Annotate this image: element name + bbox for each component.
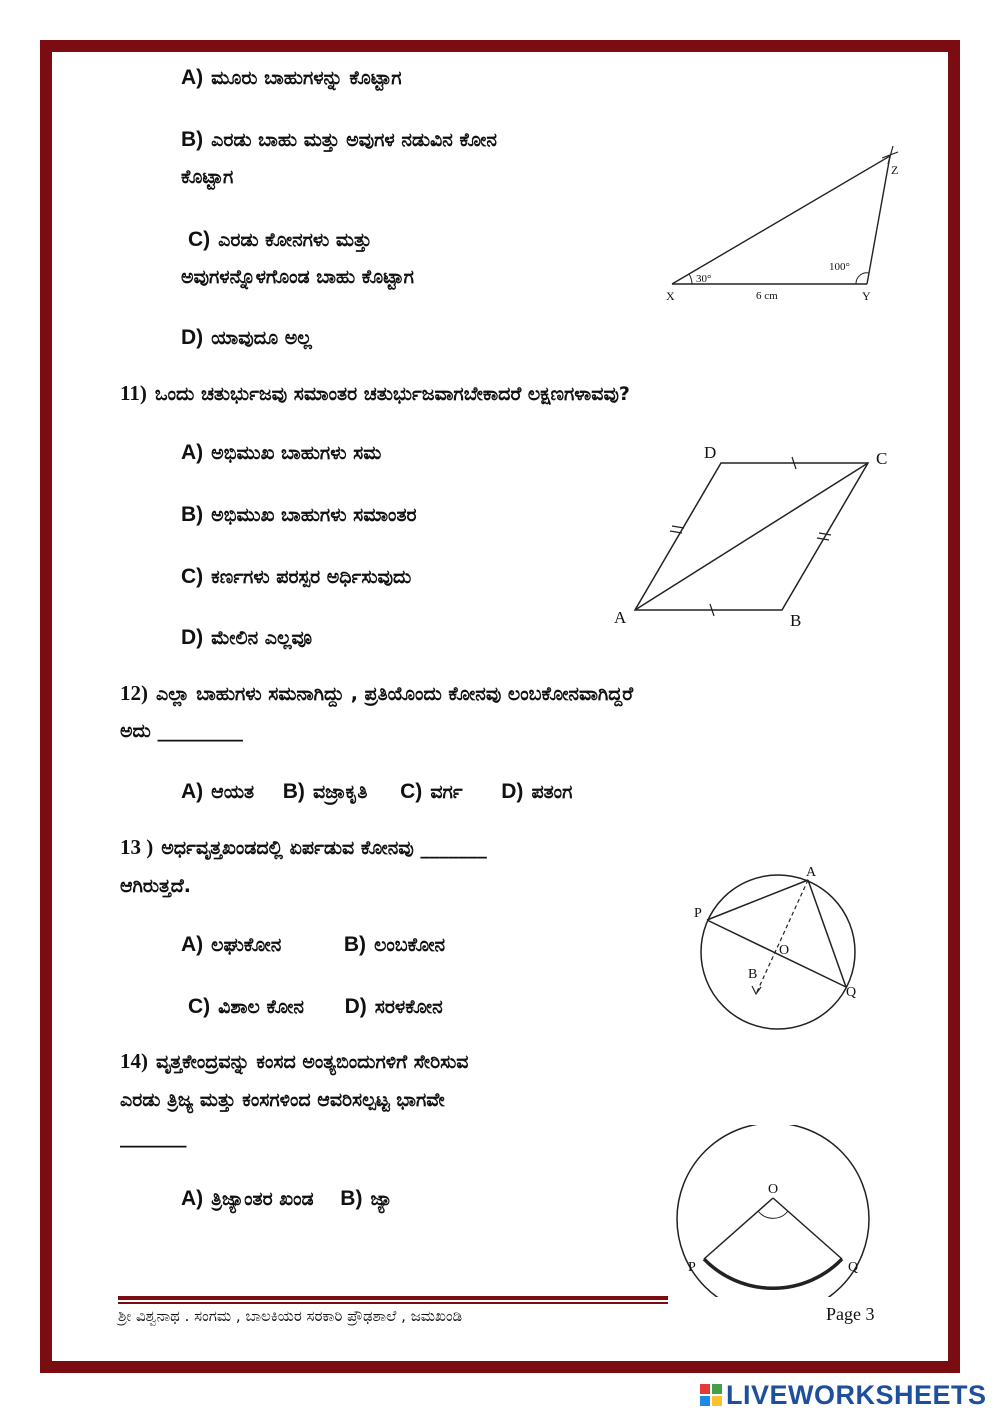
q10-option-c-line2: ಅವುಗಳನ್ನೊಳಗೊಂಡ ಬಾಹು ಕೊಟ್ಟಾಗ [181, 266, 414, 288]
point-b-label: B [748, 967, 758, 982]
vertex-z-label: Z [891, 163, 899, 177]
q13-question-line2: ಆಗಿರುತ್ತದೆ. [120, 875, 191, 897]
q12-question-line2: ಅದು _________ [120, 720, 243, 742]
q10-option-d: D) ಯಾವುದೂ ಅಲ್ಲ [181, 326, 312, 349]
angle-x-label: 30° [696, 273, 712, 285]
side-xy-label: 6 cm [756, 290, 778, 302]
point-q-label: Q [848, 1260, 859, 1275]
point-q-label: Q [846, 985, 857, 1000]
q14-options: A) ತ್ರಿಜ್ಯಾಂತರ ಖಂಡ B) ಜ್ಯಾ [181, 1187, 393, 1210]
q10-option-b: B) ಎರಡು ಬಾಹು ಮತ್ತು ಅವುಗಳ ನಡುವಿನ ಕೋನ [181, 128, 497, 151]
vertex-a-label: A [614, 608, 627, 627]
vertex-x-label: X [666, 289, 675, 303]
q11-option-d: D) ಮೇಲಿನ ಎಲ್ಲವೂ [181, 626, 313, 649]
q14-question: 14) ವೃತ್ತಕೇಂದ್ರವನ್ನು ಕಂಸದ ಅಂತ್ಯಬಿಂದುಗಳಿಗೆ ಸೇರಿಸುವ [120, 1049, 469, 1073]
q13-question: 13 ) ಅರ್ಧವೃತ್ತಖಂಡದಲ್ಲಿ ಏರ್ಪಡುವ ಕೋನವು _______ [120, 835, 487, 859]
circle-semicircle-angle-figure [690, 862, 870, 1034]
q11-question: 11) ಒಂದು ಚತುರ್ಭುಜವು ಸಮಾಂತರ ಚತುರ್ಭುಜವಾಗಬೇಕಾದರೆ ಲಕ್ಷಣಗಳಾವವು? [120, 381, 630, 405]
point-o-label: O [779, 943, 790, 958]
parallelogram-abcd-figure [600, 436, 900, 636]
vertex-y-label: Y [862, 289, 871, 303]
angle-y-label: 100° [829, 261, 850, 273]
q11-option-c: C) ಕರ್ಣಗಳು ಪರಸ್ಪರ ಅರ್ಧಿಸುವುದು [181, 565, 412, 588]
point-o-label: O [768, 1182, 779, 1197]
q12-options: A) ಆಯತ B) ವಜ್ರಾಕೃತಿ C) ವರ್ಗ D) ಪತಂಗ [181, 780, 573, 803]
q14-blank: _______ [120, 1126, 187, 1148]
point-p-label: P [694, 906, 702, 921]
q11-option-a: A) ಅಭಿಮುಖ ಬಾಹುಗಳು ಸಮ [181, 441, 382, 464]
q13-options-row1: A) ಲಘುಕೋನ B) ಲಂಬಕೋನ [181, 933, 446, 956]
vertex-d-label: D [704, 443, 717, 462]
vertex-b-label: B [790, 611, 802, 630]
liveworksheets-icon [700, 1384, 722, 1406]
q10-option-b-line2: ಕೊಟ್ಟಾಗ [181, 166, 234, 188]
q11-option-b: B) ಅಭಿಮುಖ ಬಾಹುಗಳು ಸಮಾಂತರ [181, 503, 417, 526]
circle-sector-figure [670, 1125, 880, 1297]
q14-question-line2: ಎರಡು ತ್ರಿಜ್ಯ ಮತ್ತು ಕಂಸಗಳಿಂದ ಆವರಿಸಲ್ಪಟ್ಟ ಭಾಗವೇ [120, 1089, 445, 1111]
footer-rule-thin [118, 1302, 668, 1304]
q10-option-c: C) ಎರಡು ಕೋನಗಳು ಮತ್ತು [188, 228, 372, 251]
q12-question: 12) ಎಲ್ಲಾ ಬಾಹುಗಳು ಸಮನಾಗಿದ್ದು , ಪ್ರತಿಯೊಂದು ಕೋನವು ಲಂಬಕೋನವಾಗಿದ್ದರೆ [120, 681, 634, 705]
q10-option-a: A) ಮೂರು ಬಾಹುಗಳನ್ನು ಕೊಟ್ಟಾಗ [181, 66, 402, 89]
footer-school-name: ಶ್ರೀ ವಿಶ್ವನಾಥ . ಸಂಗಮ , ಬಾಲಕಿಯರ ಸರಕಾರಿ ಪ್ರೌಢಶಾಲೆ , ಜಮಖಂಡಿ [118, 1307, 463, 1325]
point-a-label: A [806, 865, 817, 880]
vertex-c-label: C [876, 449, 888, 468]
liveworksheets-logo[interactable] [700, 1380, 987, 1410]
point-p-label: P [688, 1260, 696, 1275]
footer-rule [118, 1296, 668, 1300]
triangle-xyz-figure [660, 140, 910, 310]
brand-text: LIVEWORKSHEETS [726, 1379, 987, 1410]
page-number: Page 3 [826, 1304, 875, 1324]
q13-options-row2: C) ವಿಶಾಲ ಕೋನ D) ಸರಳಕೋನ [188, 995, 443, 1018]
